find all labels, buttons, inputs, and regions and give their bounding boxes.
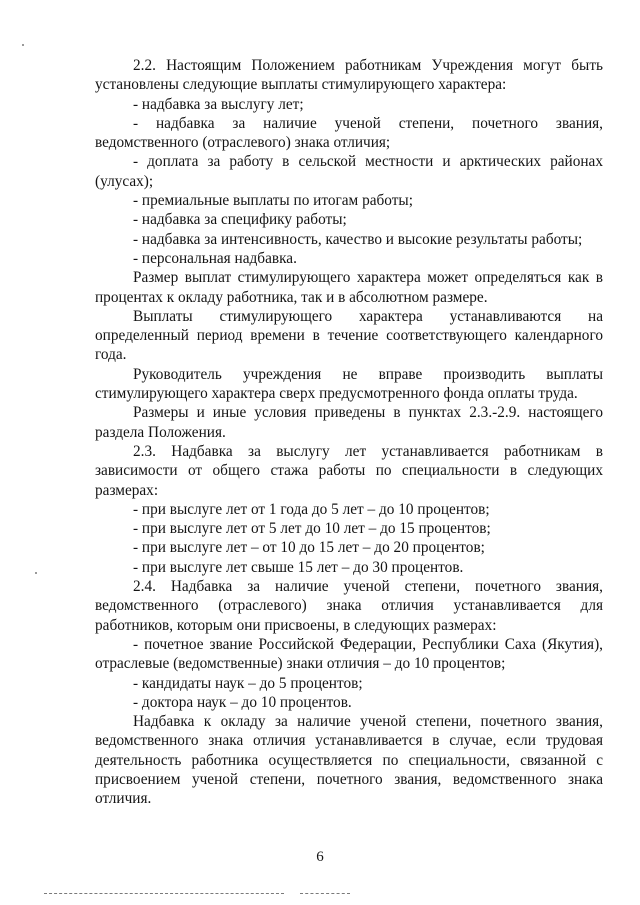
paragraph: Выплаты стимулирующего характера устанавливаются на определенный период времени в течение соответствующего календарного года. <box>95 307 603 364</box>
scan-footer-line <box>44 893 284 894</box>
scan-footer-line <box>300 893 350 894</box>
list-item: - при выслуге лет от 5 лет до 10 лет – до 15 процентов; <box>133 520 491 538</box>
list-item: - персональная надбавка. <box>133 249 297 267</box>
list-item: - доплата за работу в сельской местности и арктических районах (улусах); <box>95 153 603 190</box>
paragraph: Размер выплат стимулирующего характера может определяться как в процентах к окладу работника, так и в абсолютном размере. <box>95 269 603 306</box>
list-item: - надбавка за интенсивность, качество и высокие результаты работы; <box>133 230 583 248</box>
scan-speck <box>22 44 24 46</box>
paragraph: Размеры и иные условия приведены в пунктах 2.3.-2.9. настоящего раздела Положения. <box>95 404 603 441</box>
paragraph: Руководитель учреждения не вправе производить выплаты стимулирующего характера сверх предусмотренного фонда оплаты труда. <box>95 365 603 403</box>
page-number: 6 <box>316 849 324 865</box>
paragraph-2-2-intro: 2.2. Настоящим Положением работникам Учреждения могут быть установлены следующие выплаты стимулирующего характера: <box>95 57 603 94</box>
paragraph: Надбавка к окладу за наличие ученой степени, почетного звания, ведомственного знака отличия устанавливается в случае, если трудовая деятельность работника осуществляется по специальности, связанной с присвоением ученой степени, почетного звания, ведомственного знака отличия. <box>95 713 603 808</box>
list-item: - надбавка за наличие ученой степени, почетного звания, ведомственного (отраслевого) знака отличия; <box>95 114 603 152</box>
list-item: - почетное звание Российской Федерации, Республики Саха (Якутия), отраслевые (ведомственные) знаки отличия – до 10 процентов; <box>95 635 603 673</box>
list-item: - доктора наук – до 10 процентов. <box>133 693 352 711</box>
list-item: - кандидаты наук – до 5 процентов; <box>133 674 363 692</box>
list-item: - при выслуге лет свыше 15 лет – до 30 процентов. <box>133 558 464 576</box>
list-item: - надбавка за выслугу лет; <box>133 95 304 113</box>
list-item: - при выслуге лет – от 10 до 15 лет – до 20 процентов; <box>133 539 485 557</box>
list-item: - надбавка за специфику работы; <box>133 211 347 229</box>
list-item: - при выслуге лет от 1 года до 5 лет – до 10 процентов; <box>133 500 490 518</box>
scan-speck <box>35 572 37 574</box>
paragraph-2-4: 2.4. Надбавка за наличие ученой степени, почетного звания, ведомственного (отраслевого) знака отличия устанавливается для работников, которым они присвоены, в следующих размерах: <box>95 578 603 634</box>
document-body <box>95 56 603 809</box>
paragraph-2-3: 2.3. Надбавка за выслугу лет устанавливается работникам в зависимости от общего стажа работы по специальности в следующих размерах: <box>95 442 603 499</box>
list-item: - премиальные выплаты по итогам работы; <box>133 192 413 210</box>
